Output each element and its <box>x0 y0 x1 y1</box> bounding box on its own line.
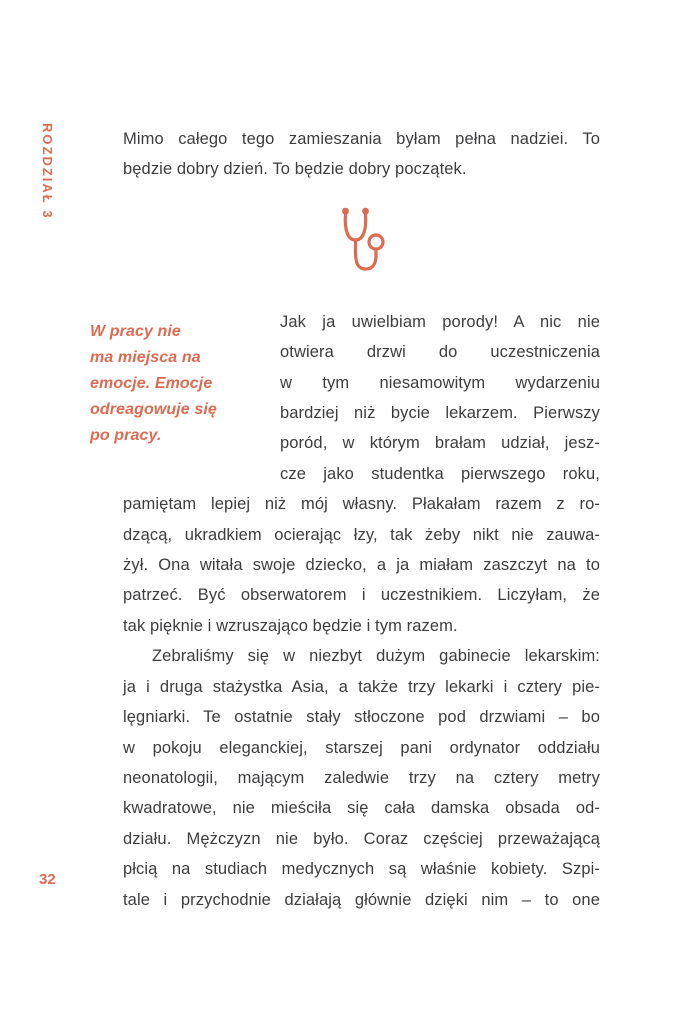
page-number: 32 <box>39 871 56 888</box>
text-line: ja i druga stażystka Asia, a także trzy lekarki i cztery pie- <box>123 677 600 696</box>
text-line: Zebraliśmy się w niezbyt dużym gabinecie lekarskim: <box>152 647 600 666</box>
chapter-sidebar-label: ROZDZIAŁ 3 <box>40 123 55 220</box>
text-line: w tym niesamowitym wydarzeniu <box>280 373 600 392</box>
paragraph-births-wide <box>123 489 600 641</box>
text-line: ma miejsca na <box>90 348 201 366</box>
text-line: kwadratowe, nie mieściła się cała damska obsada od- <box>123 799 600 818</box>
text-line: dzącą, ukradkiem ocierając łzy, tak żeby nikt nie zauwa- <box>123 525 600 544</box>
text-line: W pracy nie <box>90 322 181 340</box>
text-line: odreagowuje się <box>90 400 217 418</box>
text-line: Mimo całego tego zamieszania byłam pełna nadziei. To <box>123 130 600 148</box>
paragraph-births-narrow <box>280 307 600 489</box>
paragraph-opening <box>123 124 600 185</box>
pull-quote <box>90 319 247 489</box>
text-line: bardziej niż bycie lekarzem. Pierwszy <box>280 404 600 423</box>
text-line: płcią na studiach medycznych są właśnie kobiety. Szpi- <box>123 860 600 879</box>
text-line: w pokoju eleganckiej, starszej pani ordynator oddziału <box>123 738 600 757</box>
text-line: lęgniarki. Te ostatnie stały stłoczone pod drzwiami – bo <box>123 708 600 727</box>
text-line: Jak ja uwielbiam porody! A nic nie <box>280 312 600 331</box>
text-line: poród, w którym brałam udział, jesz- <box>280 434 600 453</box>
text-line: otwiera drzwi do uczestniczenia <box>280 343 600 362</box>
section-divider <box>123 207 600 281</box>
paragraph-births <box>90 307 600 489</box>
stethoscope-icon <box>338 207 386 281</box>
text-line: pamiętam lepiej niż mój własny. Płakałam razem z ro- <box>123 495 600 514</box>
text-line: cze jako studentka pierwszego roku, <box>280 464 600 483</box>
text-line: działu. Mężczyzn nie było. Coraz częściej przeważającą <box>123 829 600 848</box>
text-line: neonatologii, mającym zaledwie trzy na cztery metry <box>123 768 600 787</box>
text-line: będzie dobry dzień. To będzie dobry początek. <box>123 160 467 179</box>
page-content <box>90 124 600 915</box>
paragraph-office <box>123 641 600 915</box>
text-line: emocje. Emocje <box>90 374 213 392</box>
text-line: patrzeć. Być obserwatorem i uczestnikiem. Liczyłam, że <box>123 586 600 605</box>
text-line: po pracy. <box>90 426 162 444</box>
text-line: żył. Ona witała swoje dziecko, a ja miałam zaszczyt na to <box>123 556 600 575</box>
text-line: tale i przychodnie działają głównie dzięki nim – to one <box>123 890 600 909</box>
text-line: tak pięknie i wzruszająco będzie i tym razem. <box>123 616 458 635</box>
